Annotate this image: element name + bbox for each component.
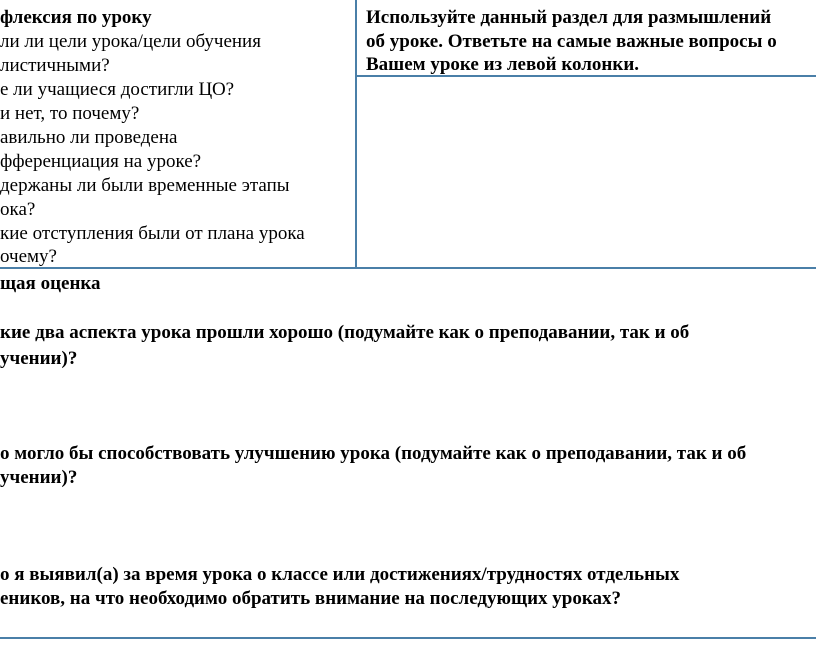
instructions-line: Используйте данный раздел для размышлений [366,7,772,28]
row-divider [0,267,816,269]
question-3-line: о я выявил(а) за время урока о классе или достижениях/трудностях отдельных [0,564,680,585]
instructions-line: об уроке. Ответьте на самые важные вопросы о [366,31,777,52]
instructions-line: Вашем уроке из левой колонки. [366,54,640,75]
reflection-line: ли ли цели урока/цели обучения [0,31,261,52]
reflection-line: е ли учащиеся достигли ЦО? [0,79,235,100]
reflection-line: листичными? [0,55,110,76]
reflection-line: фференциация на уроке? [0,151,202,172]
table-bottom-border [0,637,816,639]
question-3-line: еников, на что необходимо обратить внимание на последующих уроках? [0,588,621,609]
table-vertical-divider [355,0,357,268]
summary-title: щая оценка [0,273,101,294]
question-1-line: учении)? [0,348,78,369]
reflection-notes-area[interactable] [358,78,816,266]
reflection-title: флексия по уроку [0,7,152,28]
reflection-line: держаны ли были временные этапы [0,175,290,196]
reflection-line: и нет, то почему? [0,103,140,124]
question-1-line: кие два аспекта урока прошли хорошо (подумайте как о преподавании, так и об [0,322,690,343]
reflection-line: очему? [0,246,57,267]
reflection-line: ока? [0,199,36,220]
reflection-line: авильно ли проведена [0,127,178,148]
question-2-line: о могло бы способствовать улучшению урока (подумайте как о преподавании, так и об [0,443,747,464]
question-2-line: учении)? [0,467,78,488]
reflection-line: кие отступления были от плана урока [0,223,305,244]
